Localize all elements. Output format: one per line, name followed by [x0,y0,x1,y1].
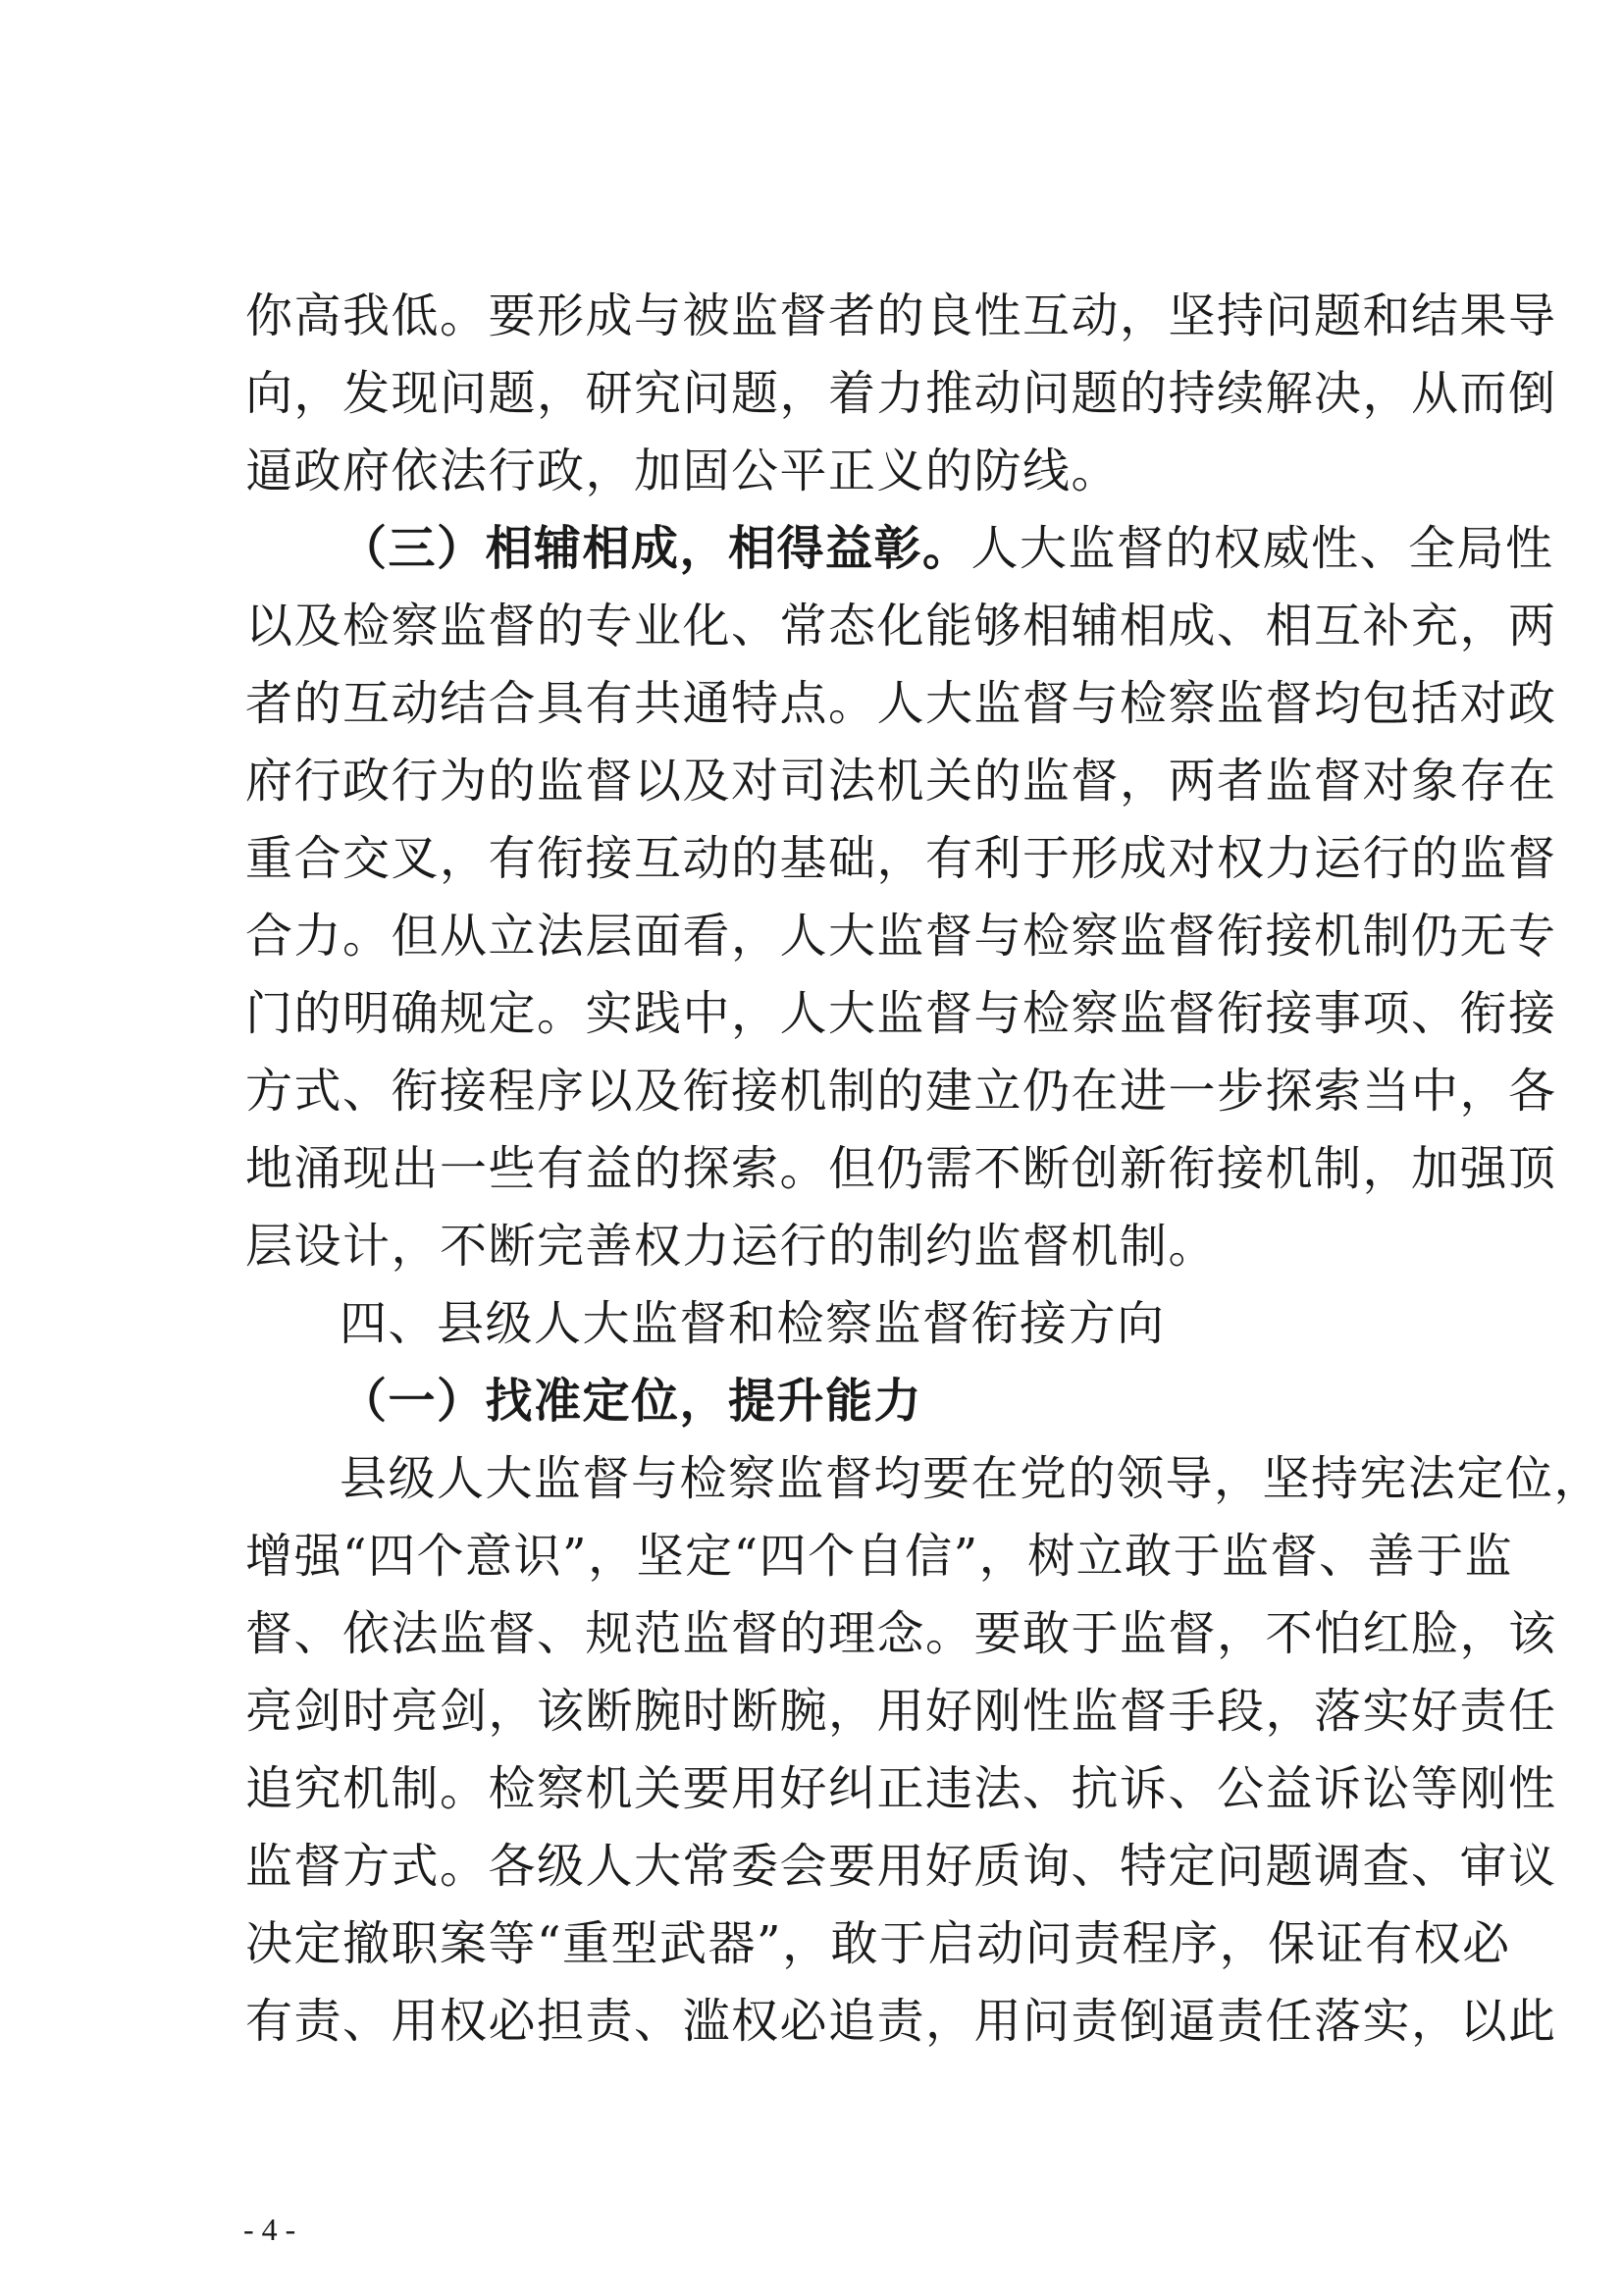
paragraph-text: 人大监督的权威性、全局性 [970,521,1554,576]
paragraph-line: 增强“四个意识”，坚定“四个自信”，树立敢于监督、善于监 [245,1529,1514,1584]
page-number: - 4 - [243,2212,296,2247]
paragraph-line: 以及检察监督的专业化、常态化能够相辅相成、相互补充，两 [245,599,1557,653]
paragraph-line: 重合交叉，有衔接互动的基础，有利于形成对权力运行的监督 [245,831,1557,886]
paragraph-line: 门的明确规定。实践中，人大监督与检察监督衔接事项、衔接 [245,986,1557,1041]
paragraph-line: 向，发现问题，研究问题，着力推动问题的持续解决，从而倒 [245,366,1557,421]
paragraph-line: 决定撤职案等“重型武器”，敢于启动问责程序，保证有权必 [245,1916,1511,1971]
paragraph-line [340,512,1554,585]
paragraph-line: 有责、用权必担责、滥权必追责，用问责倒逼责任落实，以此 [245,1994,1557,2049]
subheading-4-1: （一）找准定位，提升能力 [340,1374,923,1429]
paragraph-line: 追究机制。检察机关要用好纠正违法、抗诉、公益诉讼等刚性 [245,1761,1557,1816]
paragraph-line: 逼政府依法行政，加固公平正义的防线。 [245,444,1121,498]
paragraph-line: 方式、衔接程序以及衔接机制的建立仍在进一步探索当中，各 [245,1064,1557,1119]
paragraph-line: 府行政行为的监督以及对司法机关的监督，两者监督对象存在 [245,754,1557,809]
paragraph-line: 合力。但从立法层面看，人大监督与检察监督衔接机制仍无专 [245,909,1557,964]
paragraph-line: 地涌现出一些有益的探索。但仍需不断创新衔接机制，加强顶 [245,1141,1557,1196]
paragraph-line: 层设计，不断完善权力运行的制约监督机制。 [245,1219,1218,1274]
paragraph-line: 监督方式。各级人大常委会要用好质询、特定问题调查、审议 [245,1839,1557,1894]
paragraph-line: 督、依法监督、规范监督的理念。要敢于监督，不怕红脸，该 [245,1606,1557,1661]
subheading-3: （三）相辅相成，相得益彰。 [340,521,971,576]
paragraph-line: 者的互动结合具有共通特点。人大监督与检察监督均包括对政 [245,676,1557,731]
paragraph-line: 亮剑时亮剑，该断腕时断腕，用好刚性监督手段，落实好责任 [245,1684,1557,1739]
paragraph-line: 县级人大监督与检察监督均要在党的领导，坚持宪法定位， [340,1451,1603,1506]
paragraph-line: 你高我低。要形成与被监督者的良性互动，坚持问题和结果导 [245,288,1557,343]
section-heading: 四、县级人大监督和检察监督衔接方向 [340,1296,1166,1351]
